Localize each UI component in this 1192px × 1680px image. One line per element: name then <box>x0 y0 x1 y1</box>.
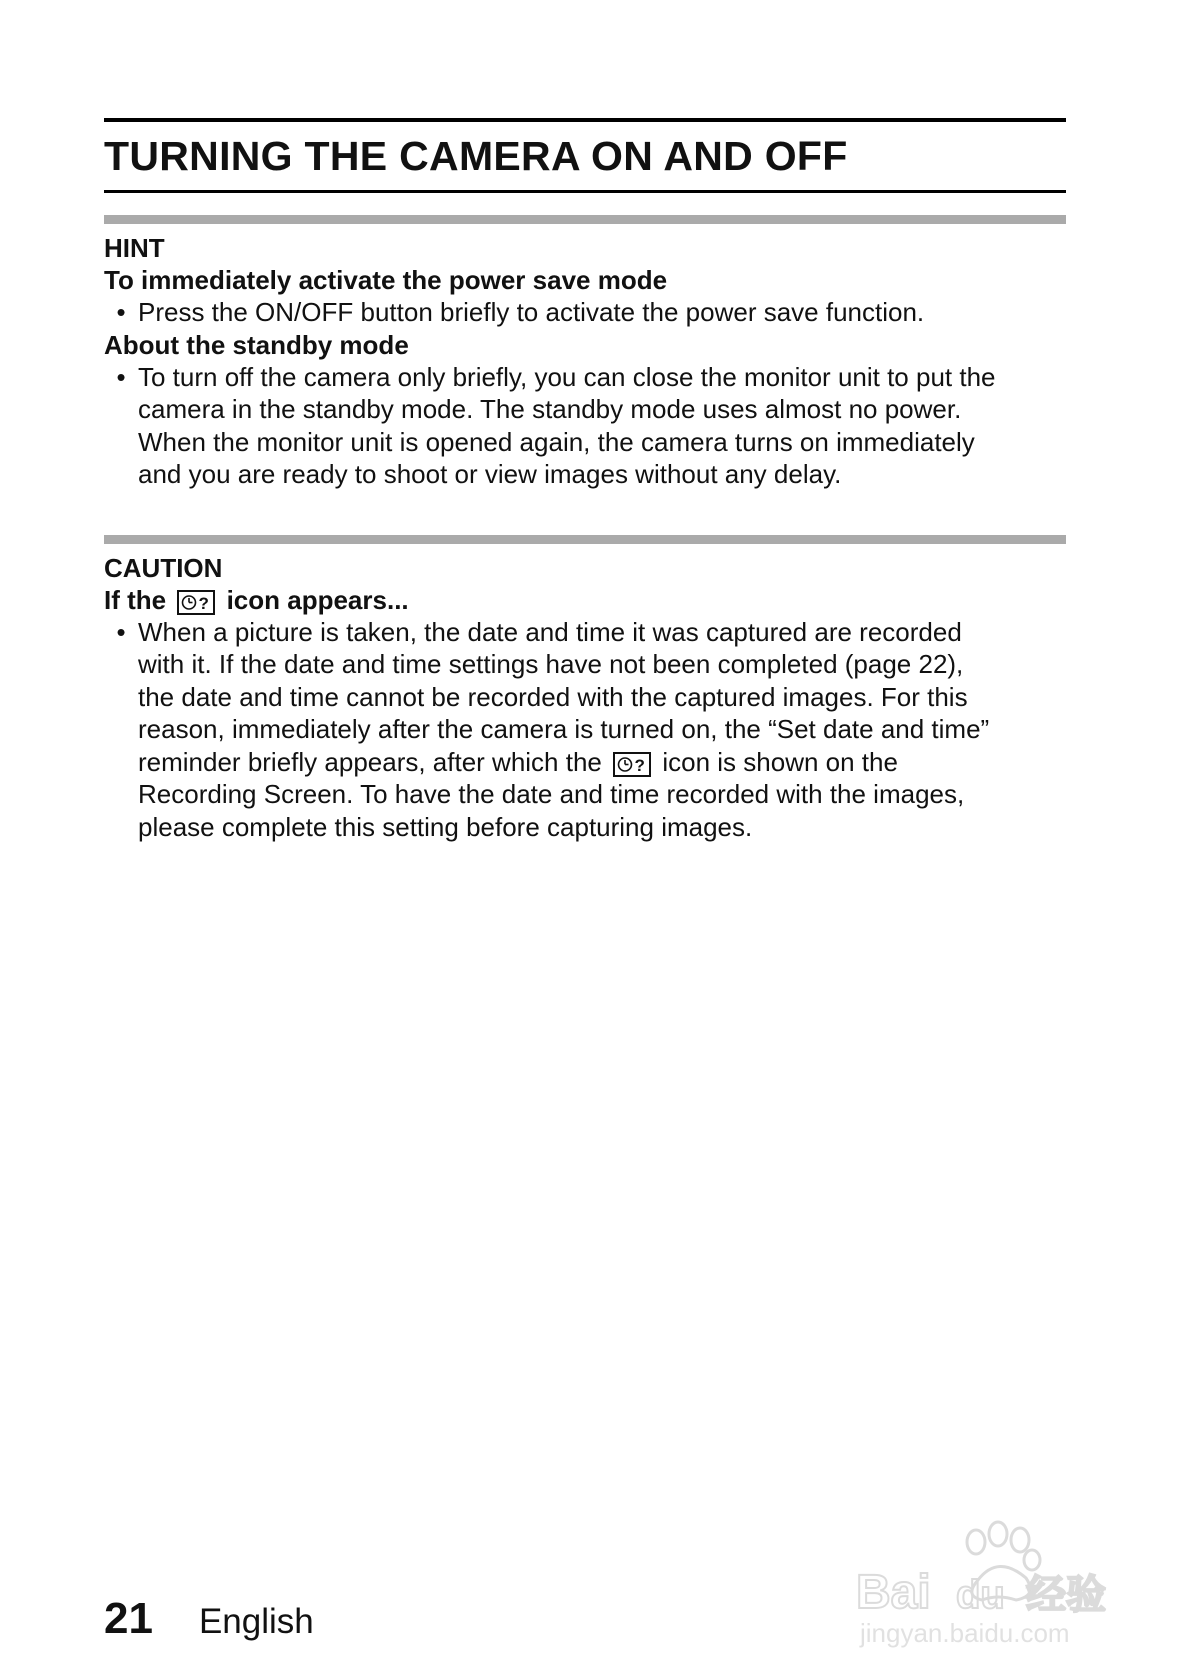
svg-text:jingyan.baidu.com: jingyan.baidu.com <box>860 1618 1070 1648</box>
bullet-line: When a picture is taken, the date and time it was captured are recorded <box>138 616 962 647</box>
svg-text:?: ? <box>634 755 646 774</box>
bullet-line: camera in the standby mode. The standby mode uses almost no power. <box>138 394 962 424</box>
bullet-line: the date and time cannot be recorded with the captured images. For this <box>138 681 968 712</box>
bullet-line: and you are ready to shoot or view images without any delay. <box>138 459 842 489</box>
caution-heading <box>104 584 1066 616</box>
caution-heading-start: If the <box>104 584 167 615</box>
page-footer <box>104 1594 314 1644</box>
bullet-line: Recording Screen. To have the date and time recorded with the images, <box>138 779 965 809</box>
clock-question-icon <box>613 752 651 777</box>
hint-divider-bar <box>104 215 1066 224</box>
bullet-line: Press the ON/OFF button briefly to activate the power save function. <box>138 297 925 327</box>
bullet-line-part: icon is shown on the <box>662 746 898 777</box>
bullet-line-with-icon <box>138 746 1066 779</box>
bullet-dot-icon: • <box>116 361 126 392</box>
hint-bullet-power-save <box>104 296 1066 329</box>
svg-text:?: ? <box>198 593 210 612</box>
caution-divider-bar <box>104 535 1066 544</box>
bullet-text <box>138 361 1066 491</box>
baidu-watermark-logo <box>848 1510 1148 1650</box>
svg-text:Bai: Bai <box>856 1566 931 1619</box>
hint-heading-standby: About the standby mode <box>104 329 409 360</box>
hint-label: HINT <box>104 233 165 263</box>
hint-bullet-standby <box>104 361 1066 491</box>
bullet-line: reason, immediately after the camera is turned on, the “Set date and time” <box>138 714 990 744</box>
bullet-dot-icon: • <box>116 616 126 647</box>
language-label: English <box>198 1602 314 1641</box>
svg-text:经验: 经验 <box>1026 1572 1106 1618</box>
caution-label: CAUTION <box>104 552 223 583</box>
bullet-line-part: reminder briefly appears, after which the <box>138 746 602 777</box>
bullet-line: with it. If the date and time settings have not been completed (page 22), <box>138 649 964 679</box>
page-title: TURNING THE CAMERA ON AND OFF <box>104 133 848 179</box>
bullet-text <box>138 616 1066 844</box>
bullet-dot-icon: • <box>116 297 126 327</box>
page-number: 21 <box>104 1594 153 1643</box>
bullet-line: please complete this setting before capturing images. <box>138 811 753 842</box>
caution-bullet <box>104 616 1066 844</box>
clock-question-icon <box>177 590 215 615</box>
caution-heading-end: icon appears... <box>226 584 409 615</box>
manual-page <box>104 118 1066 843</box>
bullet-line: To turn off the camera only briefly, you can close the monitor unit to put the <box>138 361 996 392</box>
title-block <box>104 118 1066 193</box>
svg-text:du: du <box>956 1573 1005 1617</box>
hint-heading-power-save: To immediately activate the power save mode <box>104 265 668 295</box>
bullet-text <box>138 296 1066 329</box>
bullet-line: When the monitor unit is opened again, the camera turns on immediately <box>138 426 975 457</box>
